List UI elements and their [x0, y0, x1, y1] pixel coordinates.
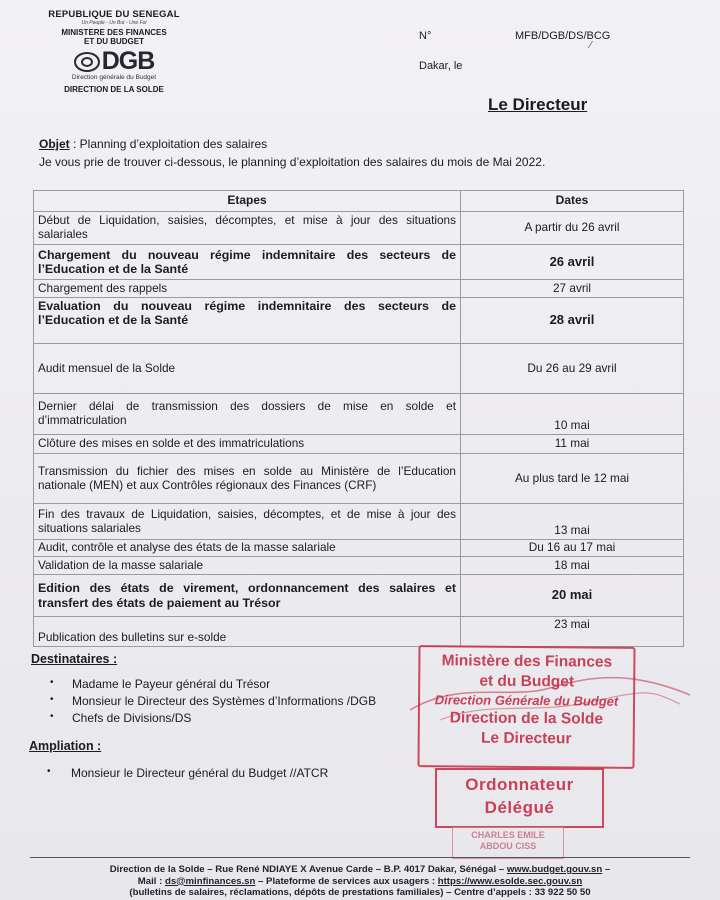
etape-cell: Edition des états de virement, ordonnancement des salaires et transfert des états de paiement au Trésor [34, 575, 461, 617]
list-item: • Monsieur le Directeur des Systèmes d’Informations /DGB [50, 694, 376, 711]
planning-table [33, 190, 684, 647]
footer-dash: – [602, 864, 611, 875]
table-row [34, 344, 684, 394]
table-row [34, 298, 684, 344]
copy-list [47, 766, 328, 780]
stamp-ministry: Ministère des Finances [441, 652, 613, 671]
date-cell: 23 mai [461, 617, 684, 647]
national-motto: Un Peuple - Un But - Une Foi [81, 19, 147, 26]
intro-sentence: Je vous prie de trouver ci-dessous, le planning d’exploitation des salaires du mois de Mai 2022. [39, 155, 546, 169]
stamp-delegue: Délégué [484, 798, 555, 817]
footer [30, 864, 690, 899]
table-row [34, 540, 684, 557]
recipients-heading: Destinataires : [31, 652, 118, 666]
etape-cell: Audit, contrôle et analyse des états de la masse salariale [34, 540, 461, 557]
subject-label: Objet [39, 137, 70, 151]
table-row [34, 280, 684, 298]
footer-address: Direction de la Solde – Rue René NDIAYE X Avenue Carde – B.P. 4017 Dakar, Sénégal – [109, 864, 507, 875]
date-cell: 11 mai [461, 435, 684, 454]
table-header-row [34, 191, 684, 212]
stamp-name-line-1: CHARLES EMILE [471, 830, 545, 840]
etape-cell: Publication des bulletins sur e-solde [34, 617, 461, 647]
date-cell: 10 mai [461, 394, 684, 435]
table-row [34, 212, 684, 245]
stamp-ordonnateur: Ordonnateur [465, 775, 574, 794]
list-item: • Monsieur le Directeur général du Budget //ATCR [47, 766, 328, 780]
etape-cell: Chargement du nouveau régime indemnitaire des secteurs de l’Education et de la Santé [34, 245, 461, 280]
stamp-director: Le Directeur [480, 729, 572, 747]
date-cell: 27 avril [461, 280, 684, 298]
list-item: • Chefs de Divisions/DS [50, 711, 376, 728]
etape-cell: Clôture des mises en solde et des immatriculations [34, 435, 461, 454]
footer-line-3: (bulletins de salaires, réclamations, dépôts de prestations familiales) – Centre d’appels : 33 922 50 50 [129, 887, 591, 899]
table-row [34, 394, 684, 435]
footer-mail-label: Mail : [137, 875, 165, 887]
handwritten-mark-icon: ⁄ [590, 40, 592, 51]
table-row [34, 557, 684, 575]
etape-cell: Début de Liquidation, saisies, décomptes, et mise à jour des situations salariales [34, 212, 461, 245]
footer-line-1 [30, 864, 690, 876]
dgb-logo [30, 49, 198, 74]
stamp-name-line-2: ABDOU CISS [479, 841, 537, 852]
etape-cell: Evaluation du nouveau régime indemnitaire des secteurs de l’Education et de la Santé [34, 298, 461, 344]
letterhead [30, 10, 198, 94]
etape-cell: Chargement des rappels [34, 280, 461, 298]
ministry-line-1: MINISTERE DES FINANCES [61, 28, 167, 38]
date-cell: 13 mai [461, 504, 684, 540]
footer-divider [30, 857, 690, 858]
number-label: N° [419, 30, 432, 42]
table-row [34, 435, 684, 454]
place-date: Dakar, le [419, 60, 463, 72]
footer-line-2 [30, 876, 690, 888]
recipients-list [50, 677, 376, 728]
reference-code: MFB/DGB/DS/BCG [515, 30, 611, 42]
direction-name: DIRECTION DE LA SOLDE [64, 84, 164, 94]
date-cell: 20 mai [461, 575, 684, 617]
etape-cell: Validation de la masse salariale [34, 557, 461, 575]
dgb-logo-icon [74, 52, 100, 72]
table-row [34, 454, 684, 504]
column-header-etapes: Etapes [34, 191, 461, 212]
date-cell: A partir du 26 avril [461, 212, 684, 245]
stamp-budget: et du Budget [479, 672, 575, 690]
date-cell: Du 26 au 29 avril [461, 344, 684, 394]
date-cell: 18 mai [461, 557, 684, 575]
name-stamp [452, 827, 564, 859]
date-cell: 28 avril [461, 298, 684, 344]
etape-cell: Fin des travaux de Liquidation, saisies, décomptes, et de mise à jour des situations salariales [34, 504, 461, 540]
footer-platform-link[interactable]: https://www.esolde.sec.gouv.sn [437, 875, 583, 887]
subject-text: : Planning d’exploitation des salaires [69, 137, 268, 151]
table-row [34, 245, 684, 280]
republic-name: REPUBLIQUE DU SENEGAL [48, 9, 180, 20]
list-item: • Madame le Payeur général du Trésor [50, 677, 376, 694]
official-stamp [417, 645, 635, 769]
table-row [34, 504, 684, 540]
etape-cell: Dernier délai de transmission des dossiers de mise en solde et d’immatriculation [34, 394, 461, 435]
date-cell: Du 16 au 17 mai [461, 540, 684, 557]
table-row [34, 575, 684, 617]
dgb-full-name: Direction générale du Budget [71, 74, 157, 81]
etape-cell: Audit mensuel de la Solde [34, 344, 461, 394]
footer-mail-link[interactable]: ds@minfinances.sn [164, 875, 256, 887]
addressee-title: Le Directeur [488, 95, 588, 114]
ordonnateur-stamp [435, 768, 604, 828]
column-header-dates: Dates [461, 191, 684, 212]
stamp-direction: Direction de la Solde [449, 709, 604, 728]
footer-website-link[interactable]: www.budget.gouv.sn [506, 864, 603, 875]
copy-heading: Ampliation : [29, 739, 102, 753]
footer-platform-label: – Plateforme de services aux usagers : [255, 875, 438, 887]
etape-cell: Transmission du fichier des mises en solde au Ministère de l’Education nationale (MEN) et aux Contrôles régionaux des Finances (CRF) [34, 454, 461, 504]
date-cell: Au plus tard le 12 mai [461, 454, 684, 504]
dgb-logo-text: DGB [101, 47, 155, 75]
subject-line [39, 137, 267, 151]
stamp-dgb: Direction Générale du Budget [434, 692, 619, 709]
ministry-line-2: ET DU BUDGET [84, 36, 144, 46]
date-cell: 26 avril [461, 245, 684, 280]
